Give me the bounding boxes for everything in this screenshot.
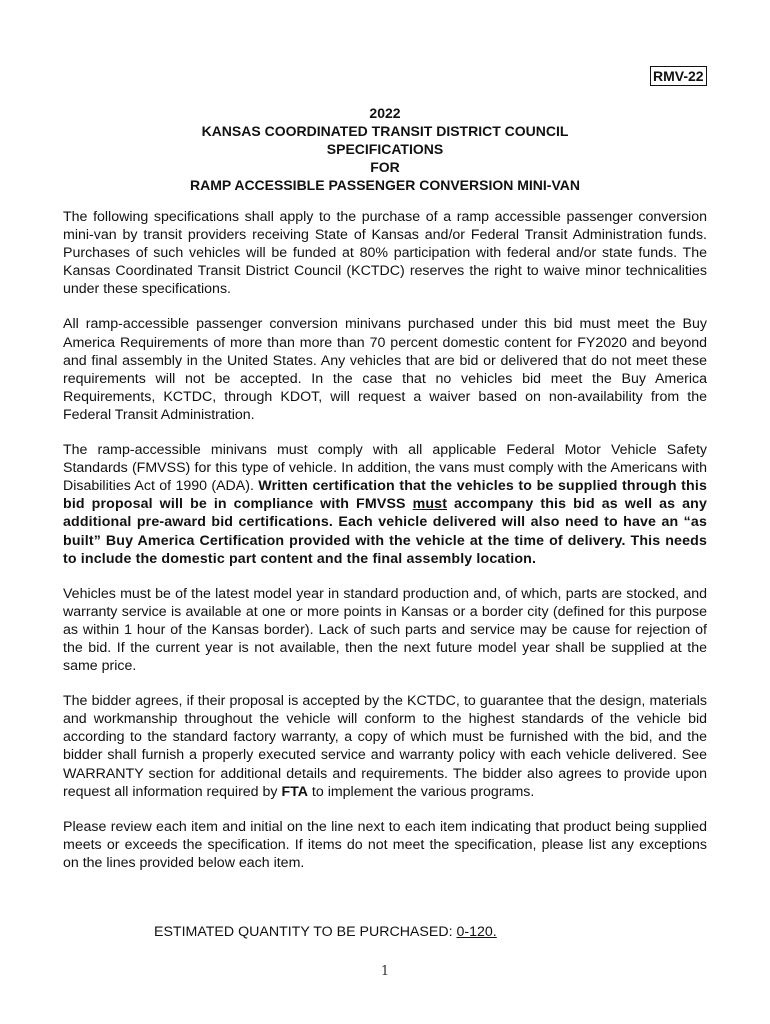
fta-bold: FTA: [281, 783, 308, 800]
paragraph-warranty: [63, 692, 707, 801]
estimated-quantity: [154, 924, 497, 940]
must-underlined: must: [412, 496, 448, 513]
warranty-text-a: The bidder agrees, if their proposal is accepted by the KCTDC, to guarantee that the design, materials and workmanship throughout the vehicle will conform to the highest standards of the vehicle bid according to the standard factory warranty, a copy of which must be furnished with the bid, and the bidder shall furnish a properly executed service and warranty policy with each vehicle delivered. See WARRANTY section for additional details and requirements. The bidder also agrees to provide upon request all information required by: [63, 693, 707, 800]
paragraph-model-year: Vehicles must be of the latest model year in standard production and, of which, parts are stocked, and warranty service is available at one or more points in Kansas or a border city (defined for this purpose as within 1 hour of the Kansas border). Lack of such parts and service may be cause for rejection of the bid. If the current year is not available, then the next future model year shall be supplied at the same price.: [63, 585, 707, 675]
title-subject: RAMP ACCESSIBLE PASSENGER CONVERSION MINI-VAN: [190, 177, 580, 193]
paragraph-fmvss: [63, 441, 707, 568]
quantity-label: ESTIMATED QUANTITY TO BE PURCHASED:: [154, 924, 453, 940]
fmvss-bold-part-a: Written certification that the vehicles to be supplied through this bid proposal will be in compliance with FMVSS: [63, 478, 707, 513]
document-body: [63, 208, 707, 889]
fmvss-bold-part-b: accompany this bid as well as any additional pre-award bid certifications. Each vehicle delivered will also need to have an “as built” Buy America Certification provided with the vehicle at the time of delivery. This needs to include the domestic part content and the final assembly location.: [63, 496, 707, 567]
warranty-text-b: to implement the various programs.: [307, 783, 535, 800]
paragraph-review-instructions: Please review each item and initial on the line next to each item indicating that product being supplied meets or exceeds the specification. If items do not meet the specification, please list any exceptions on the lines provided below each item.: [63, 818, 707, 871]
paragraph-buy-america: All ramp-accessible passenger conversion minivans purchased under this bid must meet the Buy America Requirements of more than more than 70 percent domestic content for FY2020 and beyond and final assembly in the United States. Any vehicles that are bid or delivered that do not meet these requirements will not be accepted. In the case that no vehicles bid meet the Buy America Requirements, KCTDC, through KDOT, will request a waiver based on non-availability from the Federal Transit Administration.: [63, 316, 707, 423]
quantity-value: 0-120.: [456, 924, 497, 940]
title-council: KANSAS COORDINATED TRANSIT DISTRICT COUNCIL: [201, 123, 569, 139]
title-year: 2022: [369, 105, 401, 121]
fmvss-text: The ramp-accessible minivans must comply with all applicable Federal Motor Vehicle Safety Standards (FMVSS) for this type of vehicle. In addition, the vans must comply with the Americans with Disabilities Act of 1990 (ADA).: [63, 442, 707, 495]
page-number: 1: [380, 964, 390, 979]
title-specifications: SPECIFICATIONS: [326, 141, 444, 157]
title-for: FOR: [370, 159, 400, 175]
document-title: [60, 104, 710, 194]
paragraph-intro: The following specifications shall apply to the purchase of a ramp accessible passenger conversion mini-van by transit providers receiving State of Kansas and/or Federal Transit Administration funds. Purchases of such vehicles will be funded at 80% participation with federal and/or state funds. The Kansas Coordinated Transit District Council (KCTDC) reserves the right to waive minor technicalities under these specifications.: [63, 209, 707, 298]
document-code: RMV-22: [650, 66, 707, 86]
